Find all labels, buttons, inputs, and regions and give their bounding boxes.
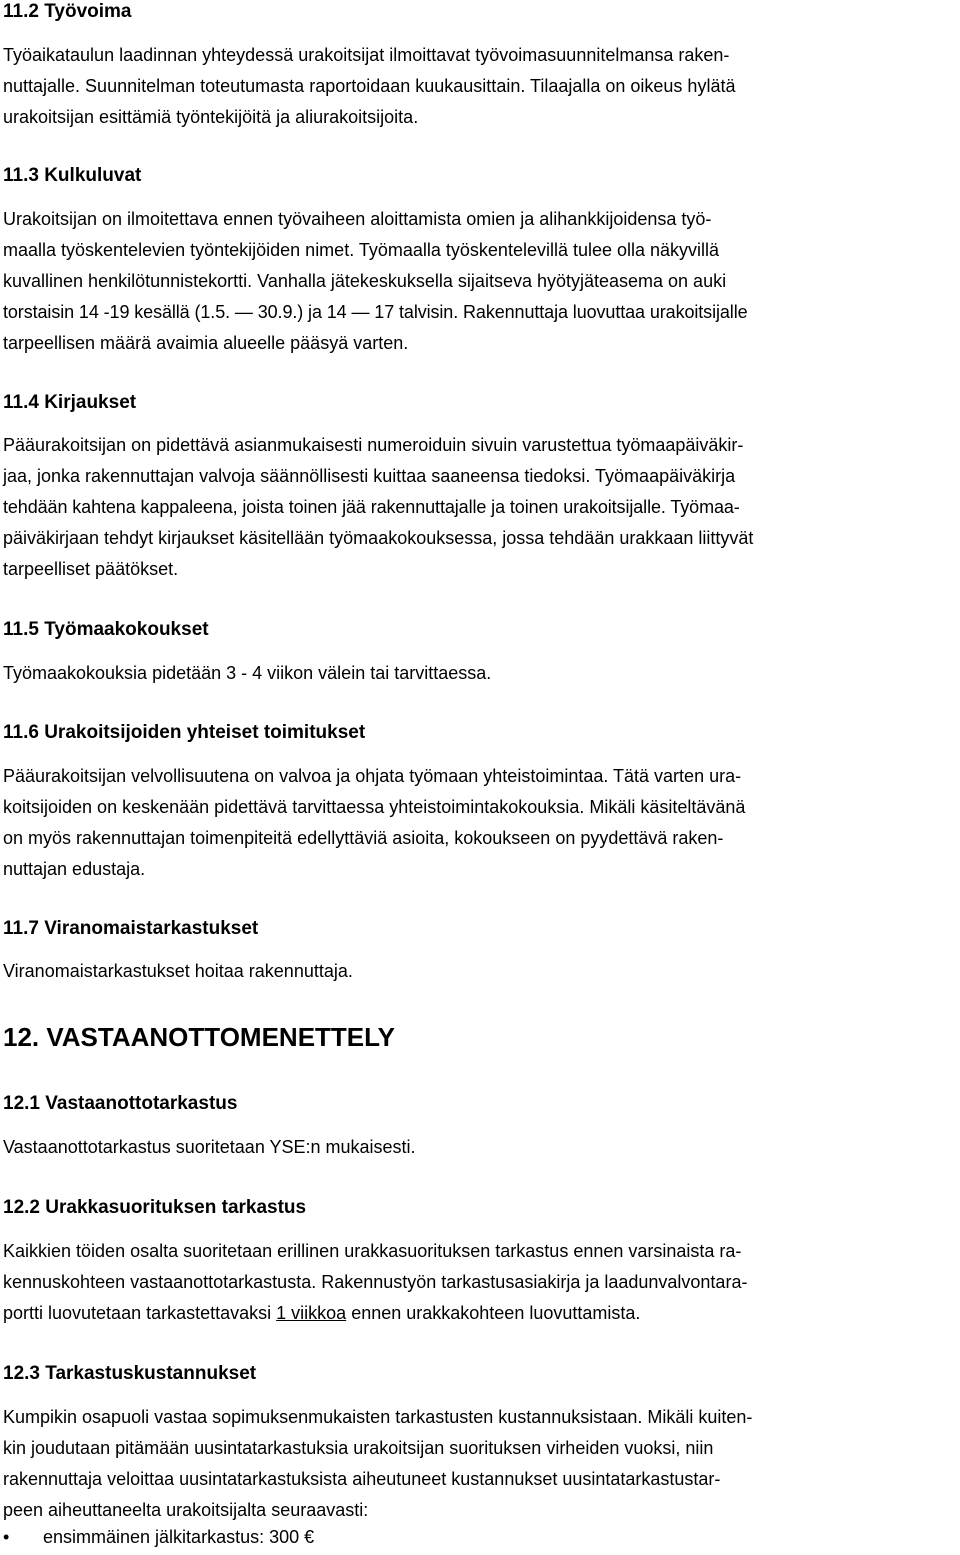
section-body-11-5 [3, 658, 955, 689]
body-line: Pääurakoitsijan on pidettävä asianmukaisesti numeroiduin sivuin varustettua työmaapäiväkir- [3, 435, 744, 455]
body-line: tehdään kahtena kappaleena, joista toinen jää rakennuttajalle ja toinen urakoitsijalle. Työmaa- [3, 497, 740, 517]
body-line: koitsijoiden on keskenään pidettävä tarvittaessa yhteistoimintakokouksia. Mikäli käsiteltävänä [3, 797, 746, 817]
body-line [3, 1298, 955, 1329]
underlined-deadline: 1 viikkoa [276, 1303, 347, 1323]
bullet-text: ensimmäinen jälkitarkastus: 300 € [43, 1527, 315, 1547]
body-line: Kumpikin osapuoli vastaa sopimuksenmukaisten tarkastusten kustannuksistaan. Mikäli kuiten- [3, 1407, 753, 1427]
body-line: maalla työskentelevien työntekijöiden nimet. Työmaalla työskentelevillä tulee olla näkyvillä [3, 240, 720, 260]
section-body-11-4 [3, 430, 955, 585]
bullet-icon: • [3, 1527, 10, 1547]
body-line: kuvallinen henkilötunnistekortti. Vanhalla jätekeskuksella sijaitseva hyötyjäteasema on auki [3, 271, 727, 291]
body-text: ennen urakkakohteen luovuttamista. [346, 1303, 641, 1323]
body-line: Työaikataulun laadinnan yhteydessä urakoitsijat ilmoittavat työvoimasuunnitelmansa raken- [3, 45, 730, 65]
body-line: rakennuttaja veloittaa uusintatarkastuksista aiheutuneet kustannukset uusintatarkastustar- [3, 1469, 721, 1489]
chapter-heading-12: 12. VASTAANOTTOMENETTELY [3, 1022, 395, 1052]
section-body-12-2 [3, 1236, 955, 1329]
body-line: on myös rakennuttajan toimenpiteitä edellyttäviä asioita, kokoukseen on pyydettävä raken- [3, 828, 724, 848]
body-text: portti luovutetaan tarkastettavaksi [3, 1303, 277, 1323]
body-line: peen aiheuttaneelta urakoitsijalta seuraavasti: [3, 1500, 369, 1520]
body-line: tarpeellisen määrä avaimia alueelle pääsyä varten. [3, 333, 409, 353]
body-line: kin joudutaan pitämään uusintatarkastuksia urakoitsijan suorituksen virheiden vuoksi, niin [3, 1438, 714, 1458]
body-line: päiväkirjaan tehdyt kirjaukset käsitellään työmaakokouksessa, jossa tehdään urakkaan liittyvät [3, 528, 754, 548]
section-body-11-2 [3, 40, 955, 133]
section-heading-11-2: 11.2 Työvoima [3, 1, 132, 22]
body-line: torstaisin 14 -19 kesällä (1.5. — 30.9.) ja 14 — 17 talvisin. Rakennuttaja luovuttaa urakoitsijalle [3, 302, 748, 322]
body-line: Kaikkien töiden osalta suoritetaan erillinen urakkasuorituksen tarkastus ennen varsinaista ra- [3, 1241, 742, 1261]
body-line: Pääurakoitsijan velvollisuutena on valvoa ja ohjata työmaan yhteistoimintaa. Tätä varten ura- [3, 766, 742, 786]
section-body-11-7 [3, 956, 955, 987]
section-heading-11-5: 11.5 Työmaakokoukset [3, 619, 209, 640]
section-heading-11-6: 11.6 Urakoitsijoiden yhteiset toimitukset [3, 722, 366, 743]
section-heading-12-3: 12.3 Tarkastuskustannukset [3, 1363, 257, 1384]
section-heading-11-7: 11.7 Viranomaistarkastukset [3, 918, 259, 939]
body-line: tarpeelliset päätökset. [3, 559, 179, 579]
section-body-11-6 [3, 761, 955, 885]
body-line: nuttajan edustaja. [3, 859, 146, 879]
body-line: nuttajalle. Suunnitelman toteutumasta raportoidaan kuukausittain. Tilaajalla on oikeus hylätä [3, 76, 736, 96]
body-line: Työmaakokouksia pidetään 3 - 4 viikon välein tai tarvittaessa. [3, 663, 492, 683]
body-line: kennuskohteen vastaanottotarkastusta. Rakennustyön tarkastusasiakirja ja laadunvalvontara- [3, 1272, 748, 1292]
body-line: Urakoitsijan on ilmoitettava ennen työvaiheen aloittamista omien ja alihankkijoidensa työ- [3, 209, 712, 229]
bullet-list-item [3, 1522, 314, 1553]
section-body-12-3 [3, 1402, 955, 1526]
body-line: Viranomaistarkastukset hoitaa rakennuttaja. [3, 961, 353, 981]
body-line: Vastaanottotarkastus suoritetaan YSE:n mukaisesti. [3, 1137, 416, 1157]
body-line: jaa, jonka rakennuttajan valvoja säännöllisesti kuittaa saaneensa tiedoksi. Työmaapäiväkirja [3, 466, 736, 486]
body-line: urakoitsijan esittämiä työntekijöitä ja aliurakoitsijoita. [3, 107, 419, 127]
section-heading-11-3: 11.3 Kulkuluvat [3, 165, 142, 186]
section-body-12-1 [3, 1132, 955, 1163]
section-body-11-3 [3, 204, 955, 359]
section-heading-12-2: 12.2 Urakkasuorituksen tarkastus [3, 1197, 307, 1218]
section-heading-11-4: 11.4 Kirjaukset [3, 392, 137, 413]
section-heading-12-1: 12.1 Vastaanottotarkastus [3, 1093, 238, 1114]
